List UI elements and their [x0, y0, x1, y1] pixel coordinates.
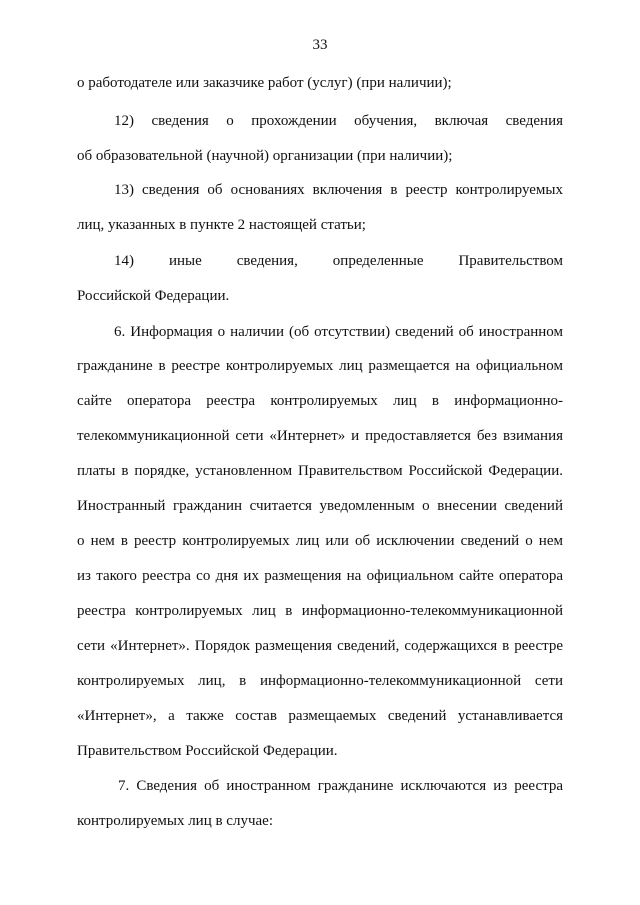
page-number: 33	[312, 37, 328, 53]
text-line: гражданине в реестре контролируемых лиц размещается на официальном	[77, 358, 563, 374]
text-line: реестра контролируемых лиц в информационно-телекоммуникационной	[77, 603, 563, 619]
text-line: сайте оператора реестра контролируемых лиц в информационно-	[77, 393, 563, 409]
text-line: 6. Информация о наличии (об отсутствии) сведений об иностранном	[114, 324, 563, 340]
text-line: телекоммуникационной сети «Интернет» и предоставляется без взимания	[77, 428, 563, 444]
text-line: Иностранный гражданин считается уведомленным о внесении сведений	[77, 498, 563, 514]
text-line: о работодателе или заказчике работ (услуг) (при наличии);	[77, 75, 452, 91]
text-line: «Интернет», а также состав размещаемых сведений устанавливается	[77, 708, 563, 724]
text-line: лиц, указанных в пункте 2 настоящей статьи;	[77, 217, 366, 233]
text-line: 13) сведения об основаниях включения в реестр контролируемых	[114, 182, 563, 198]
text-line: платы в порядке, установленном Правительством Российской Федерации.	[77, 463, 563, 479]
text-line: 14) иные сведения, определенные Правительством	[114, 253, 563, 269]
text-line: об образовательной (научной) организации (при наличии);	[77, 148, 453, 164]
text-line: 7. Сведения об иностранном гражданине исключаются из реестра	[118, 778, 563, 794]
text-line: Российской Федерации.	[77, 288, 230, 304]
text-line: Правительством Российской Федерации.	[77, 743, 338, 759]
text-line: контролируемых лиц в случае:	[77, 813, 273, 829]
text-line: контролируемых лиц, в информационно-телекоммуникационной сети	[77, 673, 563, 689]
text-line: из такого реестра со дня их размещения на официальном сайте оператора	[77, 568, 563, 584]
text-line: 12) сведения о прохождении обучения, включая сведения	[114, 113, 563, 129]
text-line: о нем в реестр контролируемых лиц или об исключении сведений о нем	[77, 533, 563, 549]
text-line: сети «Интернет». Порядок размещения сведений, содержащихся в реестре	[77, 638, 563, 654]
